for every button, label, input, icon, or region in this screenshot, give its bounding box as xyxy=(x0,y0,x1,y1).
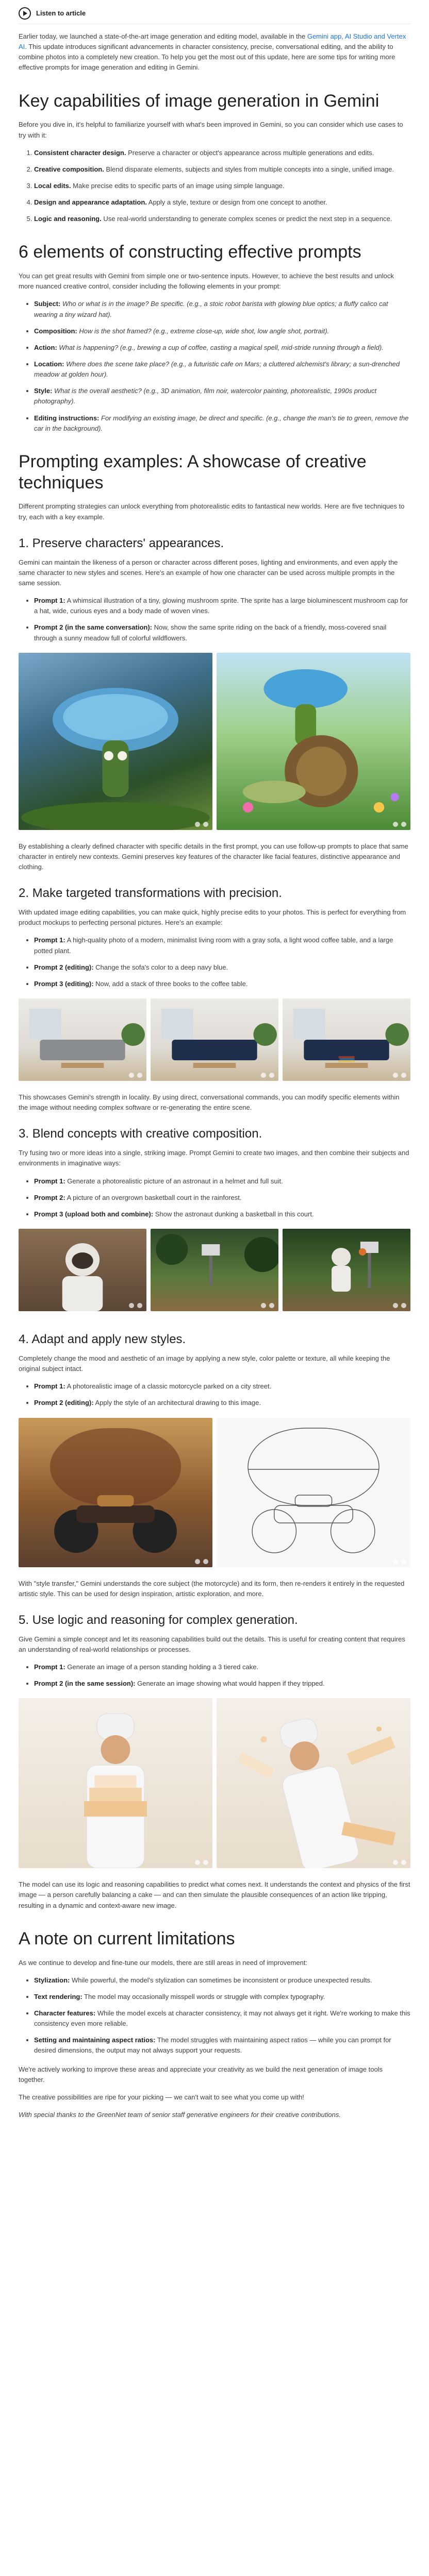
image-gallery-living-room xyxy=(19,998,410,1081)
list-item: • Prompt 1: A photorealistic image of a classic motorcycle parked on a city street. xyxy=(34,1381,410,1392)
t1-prompts xyxy=(19,596,410,643)
s4-closing: The creative possibilities are ripe for your picking — we can't wait to see what you come up with! xyxy=(19,2093,304,2101)
t3-intro: Try fusing two or more ideas into a single, striking image. Prompt Gemini to create two images, and then combine their subjects and environments in imaginative ways: xyxy=(19,1149,409,1167)
s3-intro: Different prompting strategies can unlock everything from photorealistic edits to fantastical new worlds. Here are five techniques to try, each with a key example. xyxy=(19,502,405,521)
motorcycle-drawing-image[interactable] xyxy=(217,1418,410,1567)
intro-paragraph xyxy=(19,31,410,73)
navy-sofa-room xyxy=(151,998,278,1081)
image-gallery-sprite xyxy=(19,653,410,830)
image-gallery-cake xyxy=(19,1698,410,1868)
list-item: • Setting and maintaining aspect ratios: The model struggles with maintaining aspect ratios — while you can prompt for desired dimensions, the output may not always support your requests. xyxy=(34,2035,410,2056)
heading-technique-5: 5. Use logic and reasoning for complex generation. xyxy=(19,1613,298,1627)
list-item: • Prompt 2 (editing): Apply the style of an architectural drawing to this image. xyxy=(34,1398,410,1408)
heading-technique-2: 2. Make targeted transformations with precision. xyxy=(19,886,282,901)
basketball-court-image[interactable] xyxy=(151,1229,278,1311)
list-item: • Prompt 1: Generate an image of a person standing holding a 3 tiered cake. xyxy=(34,1662,410,1672)
play-icon[interactable] xyxy=(19,7,31,20)
heading-technique-3: 3. Blend concepts with creative composition. xyxy=(19,1127,262,1141)
living-room-image-3[interactable] xyxy=(283,998,410,1081)
list-item: • Prompt 2 (editing): Change the sofa's color to a deep navy blue. xyxy=(34,962,410,973)
heading-technique-4: 4. Adapt and apply new styles. xyxy=(19,1332,186,1346)
article xyxy=(19,0,410,2120)
list-item: 1. Consistent character design. Preserve a character or object's appearance across multiple generations and edits. xyxy=(34,148,410,158)
s4-intro: As we continue to develop and fine-tune our models, there are still areas in need of improvement: xyxy=(19,1958,308,1967)
navy-sofa-books-room xyxy=(283,998,410,1081)
t5-after: The model can use its logic and reasoning capabilities to predict what comes next. It understands the context and physics of the first image — a person carefully balancing a cake — and can then simulate the plausible consequences of an action like tripping, resulting in a dynamic and context-aware new image. xyxy=(19,1880,410,1909)
sprite-image-1[interactable] xyxy=(19,653,212,830)
sprite-on-snail-illustration xyxy=(217,653,410,830)
list-item: • Style: What is the overall aesthetic? (e.g., 3D animation, film noir, watercolor painting, photorealistic, 1990s product photography). xyxy=(34,386,410,406)
list-item: • Character features: While the model excels at character consistency, it may not always get it right. We're working to make this consistency even more reliable. xyxy=(34,2008,410,2029)
t4-intro: Completely change the mood and aesthetic of an image by applying a new style, color palette or texture, all while keeping the original subject intact. xyxy=(19,1354,390,1373)
astronaut-dunking-image[interactable] xyxy=(283,1229,410,1311)
listen-bar[interactable] xyxy=(19,3,410,24)
image-gallery-motorcycle xyxy=(19,1418,410,1567)
astronaut-dunking-illustration xyxy=(283,1229,410,1311)
intro-text: Earlier today, we launched a state-of-the-art image generation and editing model, available in the xyxy=(19,32,307,40)
elements-list xyxy=(19,299,410,433)
list-item: • Prompt 3 (upload both and combine): Show the astronaut dunking a basketball in this court. xyxy=(34,1209,410,1219)
heading-prompting-examples: Prompting examples: A showcase of creative techniques xyxy=(19,451,367,493)
limitations-list xyxy=(19,1975,410,2056)
list-item: • Subject: Who or what is in the image? Be specific. (e.g., a stoic robot barista with glowing blue optics; a fluffy calico cat wearing a tiny wizard hat). xyxy=(34,299,410,319)
list-item: • Prompt 1: Generate a photorealistic picture of an astronaut in a helmet and full suit. xyxy=(34,1176,410,1187)
living-room-image-2[interactable] xyxy=(151,998,278,1081)
list-item: • Prompt 2 (in the same session): Generate an image showing what would happen if they tripped. xyxy=(34,1679,410,1689)
list-item: 2. Creative composition. Blend disparate elements, subjects and styles from multiple concepts into a single, unified image. xyxy=(34,164,410,175)
person-holding-cake-illustration xyxy=(19,1698,212,1868)
t5-intro: Give Gemini a simple concept and let its reasoning capabilities build out the details. This is useful for creating content that requires an understanding of real-world relationships or processes. xyxy=(19,1635,405,1653)
list-item: • Location: Where does the scene take place? (e.g., a futuristic cafe on Mars; a cluttered alchemist's library; a sun-drenched meadow at golden hour). xyxy=(34,359,410,380)
living-room-image-1[interactable] xyxy=(19,998,146,1081)
list-item: • Prompt 3 (editing): Now, add a stack of three books to the coffee table. xyxy=(34,979,410,989)
t1-intro: Gemini can maintain the likeness of a person or character across different poses, lighting and environments, and even apply the same character to new styles and scenes. Here's an example of how one character can be used across multiple prompts in the same session. xyxy=(19,558,398,587)
motorcycle-photo-illustration xyxy=(19,1418,212,1567)
t2-intro: With updated image editing capabilities, you can make quick, highly precise edits to your photos. This is perfect for everything from product mockups to perfecting personal pictures. Here's an example: xyxy=(19,908,406,927)
list-item: • Prompt 1: A high-quality photo of a modern, minimalist living room with a gray sofa, a light wood coffee table, and a large potted plant. xyxy=(34,935,410,956)
heading-limitations: A note on current limitations xyxy=(19,1928,235,1948)
list-item: • Prompt 2 (in the same conversation): Now, show the same sprite riding on the back of a friendly, moss-covered snail through a sunny meadow full of colorful wildflowers. xyxy=(34,622,410,643)
t4-prompts xyxy=(19,1381,410,1408)
list-item: • Stylization: While powerful, the model's stylization can sometimes be inconsistent or produce unexpected results. xyxy=(34,1975,410,1986)
intro-text-2: . This update introduces significant advancements in character consistency, precise, conversational editing, and the ability to combine photos into a completely new creation. To help you get the most out of this update, here are some tips for writing more effective prompts for image generation and editing in Gemini. xyxy=(19,43,395,72)
sprite-image-2[interactable] xyxy=(217,653,410,830)
image-gallery-astronaut xyxy=(19,1229,410,1311)
capabilities-list xyxy=(19,148,410,225)
motorcycle-photo-image[interactable] xyxy=(19,1418,212,1567)
s1-intro: Before you dive in, it's helpful to familiarize yourself with what's been improved in Gemini, so you can consider which use cases to try with it: xyxy=(19,121,403,139)
list-item: • Composition: How is the shot framed? (e.g., extreme close-up, wide shot, low angle shot, portrait). xyxy=(34,326,410,336)
list-item: • Prompt 2: A picture of an overgrown basketball court in the rainforest. xyxy=(34,1193,410,1203)
gray-sofa-room xyxy=(19,998,146,1081)
list-item: • Text rendering: The model may occasionally misspell words or struggle with complex typography. xyxy=(34,1992,410,2002)
s2-intro: You can get great results with Gemini from simple one or two-sentence inputs. However, to achieve the best results and unlock more nuanced creative control, consider including the following elements in your prompt: xyxy=(19,272,394,291)
cake-tripping-image[interactable] xyxy=(217,1698,410,1868)
t5-prompts xyxy=(19,1662,410,1689)
mushroom-sprite-illustration xyxy=(19,653,212,830)
astronaut-illustration xyxy=(19,1229,146,1311)
heading-six-elements: 6 elements of constructing effective prompts xyxy=(19,242,361,262)
heading-key-capabilities: Key capabilities of image generation in Gemini xyxy=(19,91,380,111)
cake-holding-image[interactable] xyxy=(19,1698,212,1868)
t2-after: This showcases Gemini's strength in locality. By using direct, conversational commands, you can modify specific elements within the image without needing complex software or re-generating the entire scene. xyxy=(19,1093,400,1112)
list-item: 4. Design and appearance adaptation. Apply a style, texture or design from one concept to another. xyxy=(34,197,410,208)
t1-after: By establishing a clearly defined character with specific details in the first prompt, you can use follow-up prompts to place that same character in entirely new contexts. Gemini preserves key features of the character like facial features, distinctive appearance and clothing. xyxy=(19,842,408,871)
gemini-link[interactable]: Gemini app, AI Studio and Vertex AI xyxy=(19,32,406,51)
list-item: 3. Local edits. Make precise edits to specific parts of an image using simple language. xyxy=(34,181,410,191)
person-tripping-cake-illustration xyxy=(217,1698,410,1868)
s4-after: We're actively working to improve these areas and appreciate your creativity as we build the next generation of image tools together. xyxy=(19,2065,383,2083)
list-item: • Editing instructions: For modifying an existing image, be direct and specific. (e.g., change the man's tie to green, remove the car in the background). xyxy=(34,413,410,434)
t3-prompts xyxy=(19,1176,410,1219)
rainforest-court-illustration xyxy=(151,1229,278,1311)
s4-credits: With special thanks to the GreenNet team of senior staff generative engineers for their creative contributions. xyxy=(19,2110,341,2119)
astronaut-image[interactable] xyxy=(19,1229,146,1311)
motorcycle-architectural-drawing xyxy=(217,1418,410,1567)
list-item: 5. Logic and reasoning. Use real-world understanding to generate complex scenes or predict the next step in a sequence. xyxy=(34,214,410,224)
t2-prompts xyxy=(19,935,410,989)
list-item: • Action: What is happening? (e.g., brewing a cup of coffee, casting a magical spell, mid-stride running through a field). xyxy=(34,343,410,353)
t4-after: With "style transfer," Gemini understands the core subject (the motorcycle) and its form, then re-renders it entirely in the requested artistic style. This can be used for design inspiration, artistic exploration, and more. xyxy=(19,1579,405,1598)
listen-label[interactable]: Listen to article xyxy=(36,9,86,17)
heading-technique-1: 1. Preserve characters' appearances. xyxy=(19,536,224,550)
list-item: • Prompt 1: A whimsical illustration of a tiny, glowing mushroom sprite. The sprite has a large bioluminescent mushroom cap for a hat, wide, curious eyes and a body made of woven vines. xyxy=(34,596,410,616)
